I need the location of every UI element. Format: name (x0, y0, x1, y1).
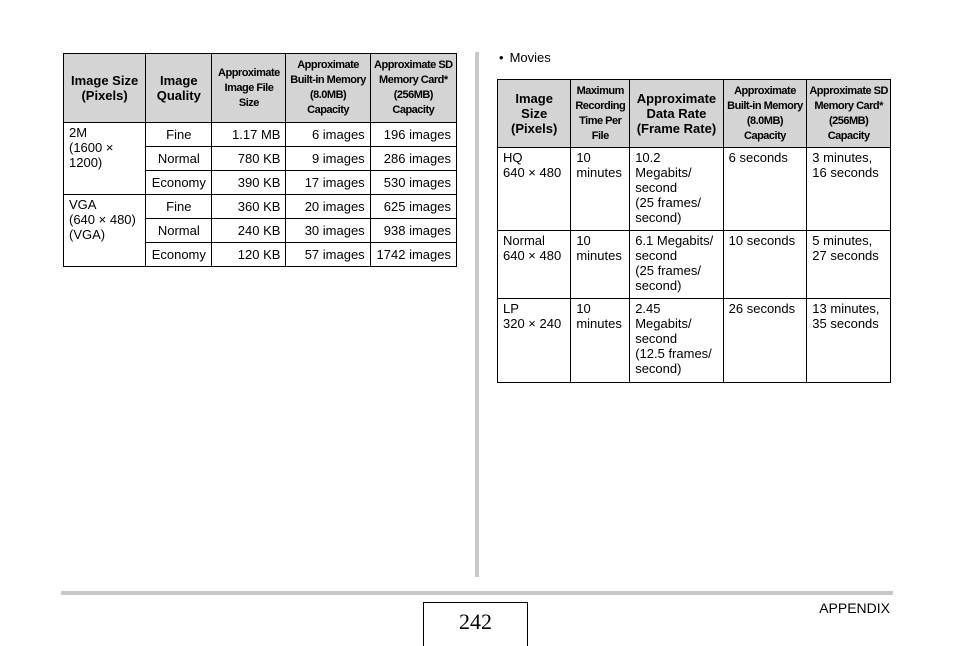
sd-cell: 625 images (370, 195, 456, 219)
header-max-recording-time: Maximum Recording Time Per File (571, 80, 630, 148)
file-size-cell: 390 KB (212, 171, 286, 195)
builtin-cell: 20 images (286, 195, 370, 219)
rate-cell: 2.45 Megabits/ second (12.5 frames/ second) (630, 299, 723, 383)
header-sd-capacity: Approximate SD Memory Card* (256MB) Capacity (807, 80, 891, 148)
rate-cell: 6.1 Megabits/ second (25 frames/ second) (630, 231, 723, 299)
bullet-dot-icon: • (499, 50, 504, 65)
size-cell: Normal 640 × 480 (498, 231, 571, 299)
table-row (498, 148, 891, 231)
size-cell: LP 320 × 240 (498, 299, 571, 383)
file-size-cell: 780 KB (212, 147, 286, 171)
quality-cell: Fine (146, 123, 212, 147)
header-sd-capacity: Approximate SD Memory Card* (256MB) Capacity (370, 54, 456, 123)
header-builtin-capacity: Approximate Built-in Memory (8.0MB) Capacity (286, 54, 370, 123)
max-time-cell: 10 minutes (571, 148, 630, 231)
builtin-cell: 57 images (286, 243, 370, 267)
max-time-cell: 10 minutes (571, 299, 630, 383)
file-size-cell: 360 KB (212, 195, 286, 219)
quality-cell: Normal (146, 219, 212, 243)
builtin-cell: 10 seconds (723, 231, 807, 299)
footer-rule (61, 591, 893, 595)
quality-cell: Economy (146, 243, 212, 267)
file-size-cell: 120 KB (212, 243, 286, 267)
sd-cell: 13 minutes, 35 seconds (807, 299, 891, 383)
rate-cell: 10.2 Megabits/ second (25 frames/ second) (630, 148, 723, 231)
builtin-cell: 9 images (286, 147, 370, 171)
builtin-cell: 26 seconds (723, 299, 807, 383)
sd-cell: 286 images (370, 147, 456, 171)
header-file-size: Approximate Image File Size (212, 54, 286, 123)
sd-cell: 1742 images (370, 243, 456, 267)
quality-cell: Normal (146, 147, 212, 171)
page-number: 242 (423, 602, 528, 646)
builtin-cell: 6 seconds (723, 148, 807, 231)
movie-capacity-table (497, 79, 891, 383)
image-capacity-table (63, 53, 457, 267)
sd-cell: 196 images (370, 123, 456, 147)
sd-cell: 938 images (370, 219, 456, 243)
table-row (498, 299, 891, 383)
size-cell: VGA (640 × 480) (VGA) (64, 195, 146, 267)
size-cell: HQ 640 × 480 (498, 148, 571, 231)
section-label: APPENDIX (819, 600, 890, 616)
table-row (64, 195, 457, 219)
builtin-cell: 30 images (286, 219, 370, 243)
size-cell: 2M (1600 × 1200) (64, 123, 146, 195)
quality-cell: Fine (146, 195, 212, 219)
header-data-rate: Approximate Data Rate (Frame Rate) (630, 80, 723, 148)
builtin-cell: 17 images (286, 171, 370, 195)
file-size-cell: 240 KB (212, 219, 286, 243)
header-image-quality: Image Quality (146, 54, 212, 123)
header-builtin-capacity: Approximate Built-in Memory (8.0MB) Capacity (723, 80, 807, 148)
max-time-cell: 10 minutes (571, 231, 630, 299)
quality-cell: Economy (146, 171, 212, 195)
header-image-size: Image Size (Pixels) (64, 54, 146, 123)
table-row (64, 123, 457, 147)
movies-label: Movies (509, 50, 551, 65)
builtin-cell: 6 images (286, 123, 370, 147)
table-row (498, 231, 891, 299)
header-image-size: Image Size (Pixels) (498, 80, 571, 148)
sd-cell: 530 images (370, 171, 456, 195)
column-divider (475, 52, 479, 577)
movies-bullet (499, 50, 551, 65)
sd-cell: 5 minutes, 27 seconds (807, 231, 891, 299)
sd-cell: 3 minutes, 16 seconds (807, 148, 891, 231)
file-size-cell: 1.17 MB (212, 123, 286, 147)
